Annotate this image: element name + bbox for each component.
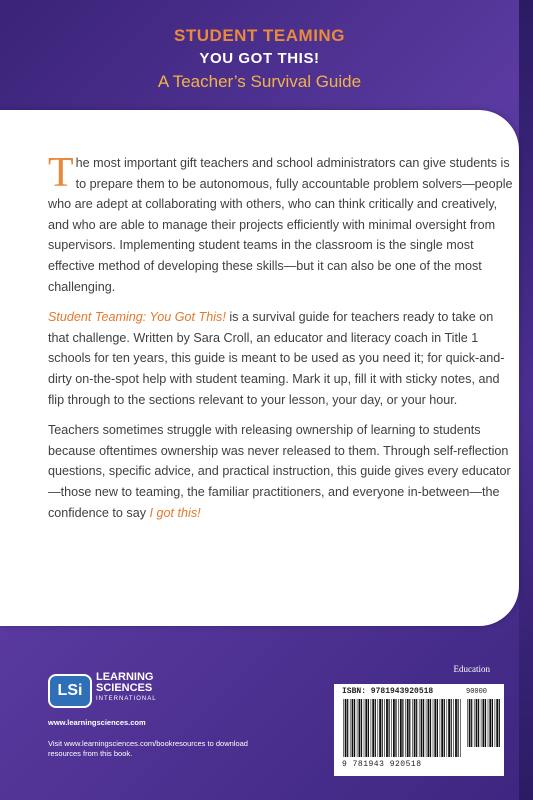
barcode-number: 9 781943 920518: [342, 760, 422, 769]
barcode-bar: [368, 699, 369, 757]
barcode-bar: [400, 699, 402, 757]
paragraph-2: [48, 307, 513, 410]
barcode-bar: [371, 699, 372, 757]
paragraph-1: [48, 150, 513, 297]
barcode-bar: [471, 699, 472, 747]
barcode-bar: [460, 699, 461, 757]
paragraph-3-text: Teachers sometimes struggle with releasing ownership of learning to students because oftentimes ownership was never released to them. Through self-reflection questions, specific advice, and practical instruction, this guide gives every educator—those new to teaming, the familiar practitioners, and everyone in-between—the confidence to say: [48, 423, 511, 520]
cover-header: [0, 0, 519, 110]
barcode-bar: [354, 699, 355, 757]
paragraph-2-text: is a survival guide for teachers ready to take on that challenge. Written by Sara Croll, an educator and literacy coach in Title 1 schools for ten years, this guide is meant to be used as you need it; for quick-and-dirty on-the-spot help with student teaming. Mark it up, fill it with sticky notes, and flip through to the sections relevant to your lesson, your day, or your hour.: [48, 310, 505, 407]
barcode-bar: [382, 699, 383, 757]
barcode-bar: [421, 699, 423, 757]
barcode-bar: [453, 699, 454, 757]
publisher-name-line-3: INTERNATIONAL: [96, 696, 157, 702]
barcode-bar: [395, 699, 396, 757]
barcode-bar: [437, 699, 438, 757]
barcode-bar: [455, 699, 457, 757]
barcode-bar: [393, 699, 395, 757]
barcode-bar: [434, 699, 436, 757]
publisher-name: [96, 672, 226, 705]
publisher-logo: [48, 672, 218, 712]
barcode-bar: [343, 699, 344, 757]
barcode-bar: [441, 699, 443, 757]
barcode-bar: [386, 699, 388, 757]
barcode-bar: [444, 699, 445, 757]
barcode-box: [334, 684, 504, 776]
barcode-bar: [447, 699, 448, 757]
category-label: Education: [453, 664, 490, 674]
barcode-bar: [365, 699, 367, 757]
barcode-bar: [419, 699, 420, 757]
barcode-bar: [469, 699, 471, 747]
tagline: YOU GOT THIS!: [199, 50, 320, 67]
barcode-bar: [409, 699, 410, 757]
barcode-bar: [412, 699, 413, 757]
subtitle: A Teacher’s Survival Guide: [157, 72, 362, 91]
spine-edge: [519, 0, 533, 800]
barcode-bar: [361, 699, 362, 757]
publisher-website: www.learningsciences.com: [48, 718, 146, 727]
barcode-bar: [416, 699, 417, 757]
barcode-bar: [375, 699, 376, 757]
barcode-bar: [489, 699, 491, 747]
barcode-bar: [402, 699, 403, 757]
barcode-bar: [481, 699, 482, 747]
publisher-name-line-2: SCIENCES: [96, 682, 153, 694]
description-text: [48, 150, 513, 533]
paragraph-3: [48, 420, 513, 523]
addon-number: 90000: [466, 688, 488, 696]
barcode-bar: [448, 699, 450, 757]
barcode-bar: [378, 699, 379, 757]
publisher-name-line-1: LEARNING: [96, 671, 154, 683]
barcode-bar: [433, 699, 434, 757]
barcode-bar: [496, 699, 498, 747]
barcode-bar: [426, 699, 427, 757]
barcode-bar: [347, 699, 348, 757]
barcode-area: [334, 664, 504, 778]
barcode-bar: [488, 699, 489, 747]
barcode-bar: [495, 699, 496, 747]
barcode-bar: [398, 699, 399, 757]
barcode-bar: [389, 699, 390, 757]
barcode-bar: [478, 699, 479, 747]
resources-note: Visit www.learningsciences.com/bookresources to download resources from this book.: [48, 739, 248, 758]
barcode-bar: [451, 699, 452, 757]
barcode-bar: [352, 699, 354, 757]
isbn-label: ISBN: 9781943920518: [342, 687, 434, 696]
barcode-bar: [379, 699, 381, 757]
barcode-bar: [345, 699, 347, 757]
closing-emphasis: I got this!: [149, 505, 201, 520]
barcode-bar: [391, 699, 392, 757]
barcode-bar: [499, 699, 500, 747]
barcode-bar: [414, 699, 416, 757]
barcode-bar: [483, 699, 485, 747]
barcode-bar: [359, 699, 361, 757]
paragraph-1-text: he most important gift teachers and school administrators can give students is to prepare them to be autonomous, fully accountable problem solvers—people who are adept at collaborating with others, who can think critically and creatively, and who are able to manage their projects efficiently with minimal oversight from supervisors. Implementing student teams in the classroom is the single most effective method of developing these skills—but it can also be one of the most challenging.: [48, 156, 513, 294]
series-title: STUDENT TEAMING: [174, 26, 345, 45]
barcode-bar: [405, 699, 406, 757]
barcode-bar: [372, 699, 374, 757]
barcode-bar: [350, 699, 351, 757]
barcode-bar: [423, 699, 424, 757]
barcode-main: [342, 699, 462, 757]
barcode-bar: [430, 699, 431, 757]
barcode-addon: [466, 699, 500, 747]
barcode-bar: [440, 699, 441, 757]
barcode-bar: [364, 699, 365, 757]
barcode-bar: [474, 699, 475, 747]
barcode-bar: [407, 699, 409, 757]
barcode-bar: [458, 699, 459, 757]
barcode-bar: [492, 699, 493, 747]
barcode-bar: [384, 699, 385, 757]
barcode-bar: [467, 699, 468, 747]
barcode-bar: [428, 699, 430, 757]
barcode-bar: [485, 699, 486, 747]
book-title-italic: Student Teaming: You Got This!: [48, 310, 226, 325]
drop-cap: T: [48, 150, 74, 196]
lsi-logo-mark: LSi: [48, 674, 92, 708]
barcode-bar: [476, 699, 478, 747]
barcode-bar: [357, 699, 358, 757]
